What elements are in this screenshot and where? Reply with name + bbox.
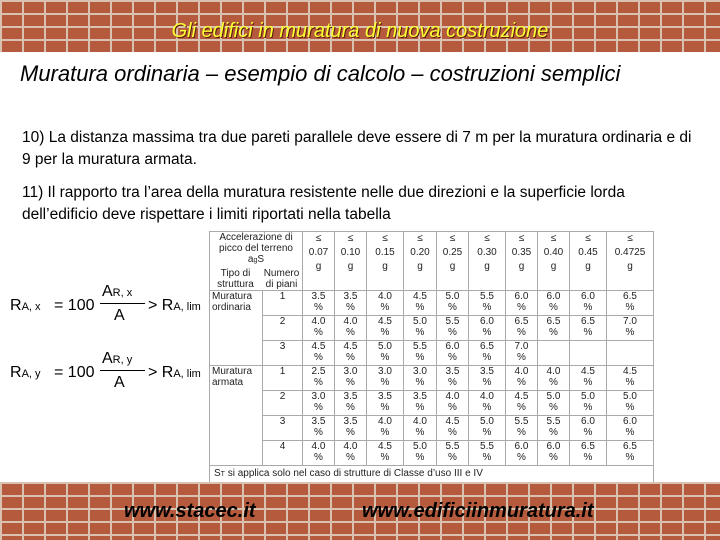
threshold-part: g [417,261,423,272]
table-note-row [210,466,654,484]
header-floors: Numero di piani [263,268,300,290]
percent-value: 6.0 [581,416,595,427]
percent-cell [437,416,469,441]
percent-sign: % [448,377,457,388]
percent-cell [303,341,335,366]
table-row [210,316,654,341]
percent-sign: % [583,452,593,463]
percent-value: 4.5 [623,366,637,377]
threshold-part: 0.45 [578,247,598,258]
threshold-part: ≤ [315,233,322,244]
percent-sign: % [625,452,635,463]
threshold-part: 0.40 [543,247,564,258]
percent-cell [570,291,607,316]
percent-value: 5.5 [480,291,494,302]
threshold-part: g [347,261,354,272]
threshold-part: 0.35 [511,247,532,258]
percent-value: 5.0 [413,316,427,327]
percent-value: 4.5 [581,366,595,377]
percent-value: 3.5 [343,291,358,302]
percent-cell [469,316,506,341]
percent-sign: % [346,352,355,363]
percent-cell [469,441,506,466]
percent-sign: % [415,402,425,413]
percent-sign: % [346,377,355,388]
floors-cell: 4 [263,441,303,466]
link-stacec[interactable]: www.stacec.it [124,500,256,522]
percent-sign: % [415,327,425,338]
percent-cell [607,341,654,366]
percent-cell [367,341,404,366]
percent-value: 5.5 [445,316,460,327]
percent-cell [570,391,607,416]
percent-value: 6.0 [445,341,460,352]
structure-type-cell: Muratura armata [210,366,263,466]
percent-sign: % [625,402,635,413]
percent-sign: % [380,352,390,363]
percent-cell [570,341,607,366]
formula-lhs: RA, y [10,364,41,381]
floors-cell: 3 [263,416,303,441]
percent-value: 6.0 [623,416,637,427]
table-row [210,416,654,441]
table-row [210,441,654,466]
formula-rax [10,283,205,333]
percent-value: 4.5 [378,441,392,452]
percent-cell [367,366,404,391]
percent-cell [335,291,367,316]
percent-cell [538,441,570,466]
percent-sign: % [583,402,593,413]
percent-sign: % [517,427,526,438]
floors-cell: 1 [263,366,303,391]
percent-cell [303,291,335,316]
percent-sign: % [549,427,558,438]
percent-value: 4.5 [445,416,460,427]
table-note [210,466,654,484]
formula-equals: = 100 [54,364,95,381]
percent-sign: % [346,427,355,438]
percent-value: 6.0 [546,441,561,452]
threshold-part: 0.25 [442,247,463,258]
formula-limit: > RA, lim [148,297,201,314]
formula-denominator: A [114,307,125,324]
percent-cell [506,291,538,316]
note-text: si applica solo nel caso di strutture di Classe d’uso III e IV [224,468,483,479]
percent-cell [335,341,367,366]
percent-cell [506,366,538,391]
percent-sign: % [482,377,492,388]
header-accel-sub: g [253,257,258,264]
note-prefix: S [214,468,221,479]
percent-value: 3.5 [445,366,460,377]
percent-cell [404,341,437,366]
percent-sign: % [549,302,558,313]
table-header-row [210,232,654,291]
percent-cell [506,316,538,341]
percent-value: 2.5 [311,366,326,377]
percent-sign: % [482,402,492,413]
threshold-part: 0.07 [308,247,329,258]
percent-sign: % [314,452,323,463]
threshold-part: g [518,261,525,272]
percent-value: 3.5 [343,391,358,402]
percent-cell [570,416,607,441]
percent-sign: % [625,427,635,438]
threshold-header [607,232,654,291]
formula-ray [10,350,205,400]
percent-value: 6.0 [480,316,494,327]
fraction-line [100,303,145,304]
header-accel-cell [210,232,303,291]
percent-value: 6.0 [581,291,595,302]
percent-cell [538,291,570,316]
percent-cell [335,416,367,441]
percent-cell [506,416,538,441]
percent-cell [404,416,437,441]
table-row [210,391,654,416]
paragraph-10: 10) La distanza massima tra due pareti parallele deve essere di 7 m per la muratura ordinaria e di 9 per la muratura armata. [22,129,692,168]
percent-value: 6.0 [514,441,529,452]
percent-value: 7.0 [623,316,637,327]
percent-sign: % [517,452,526,463]
percent-cell [303,416,335,441]
percent-cell [506,341,538,366]
threshold-part: ≤ [449,233,456,244]
percent-value: 3.5 [311,291,326,302]
threshold-part: ≤ [417,233,423,244]
percent-sign: % [583,377,593,388]
formula-lhs: RA, x [10,297,41,314]
percent-value: 5.5 [514,416,529,427]
percent-cell [367,316,404,341]
threshold-part: g [484,261,490,272]
percent-sign: % [482,302,492,313]
percent-value: 7.0 [514,341,529,352]
table-row [210,341,654,366]
fraction-line [100,370,145,371]
percent-cell [607,316,654,341]
percent-value: 5.0 [445,291,460,302]
percent-value: 3.0 [343,366,358,377]
percent-cell [437,441,469,466]
percent-value: 4.0 [514,366,529,377]
threshold-part: 0.4725 [614,247,646,258]
percent-value: 4.0 [311,441,326,452]
percent-cell [538,341,570,366]
percent-cell [570,316,607,341]
percent-cell [303,391,335,416]
percent-value: 3.5 [378,391,392,402]
percent-sign: % [583,327,593,338]
percent-cell [570,441,607,466]
percent-sign: % [448,302,457,313]
percent-sign: % [448,352,457,363]
percent-sign: % [625,327,635,338]
percent-cell [404,316,437,341]
threshold-header [335,232,367,291]
percent-cell [404,366,437,391]
percent-value: 3.0 [311,391,326,402]
percent-cell [335,391,367,416]
percent-cell [404,441,437,466]
percent-value: 4.5 [343,341,358,352]
percent-value: 6.5 [623,441,637,452]
percent-sign: % [346,327,355,338]
threshold-part: g [585,261,591,272]
percent-cell [607,391,654,416]
threshold-part: ≤ [550,233,557,244]
percent-sign: % [380,402,390,413]
percent-value: 6.5 [581,316,595,327]
percent-value: 5.5 [413,341,427,352]
percent-sign: % [415,302,425,313]
threshold-part: 0.30 [477,247,497,258]
percent-value: 3.5 [311,416,326,427]
percent-sign: % [517,327,526,338]
percent-sign: % [448,452,457,463]
percent-cell [367,441,404,466]
percent-value: 5.0 [413,441,427,452]
percent-sign: % [482,352,492,363]
percent-cell [538,366,570,391]
percent-cell [469,391,506,416]
percent-value: 3.0 [378,366,392,377]
threshold-part: 0.10 [340,247,361,258]
percent-value: 6.5 [581,441,595,452]
percent-sign: % [583,427,593,438]
header-type: Tipo di struttura [217,268,254,290]
percent-cell [607,416,654,441]
threshold-header [367,232,404,291]
threshold-part: g [382,261,388,272]
percent-cell [469,416,506,441]
percent-value: 4.0 [378,416,392,427]
threshold-part: ≤ [627,233,633,244]
threshold-part: ≤ [585,233,591,244]
threshold-part: 0.20 [410,247,430,258]
percent-value: 4.5 [378,316,392,327]
limits-table [209,231,654,484]
percent-cell [367,291,404,316]
percent-value: 3.5 [480,366,494,377]
percent-sign: % [380,377,390,388]
percent-value: 6.5 [546,316,561,327]
percent-value: 4.0 [480,391,494,402]
percent-value: 4.5 [311,341,326,352]
header-accel-s: S [257,254,265,265]
threshold-part: ≤ [347,233,354,244]
percent-sign: % [380,327,390,338]
percent-value: 5.0 [546,391,561,402]
percent-value: 4.0 [413,416,427,427]
percent-sign: % [517,377,526,388]
threshold-header [303,232,335,291]
percent-value: 5.0 [581,391,595,402]
formula-numerator: AR, x [102,283,133,300]
limits-table-grid [209,231,654,484]
percent-cell [303,316,335,341]
percent-cell [538,316,570,341]
percent-value: 5.0 [623,391,637,402]
percent-sign: % [625,377,635,388]
percent-sign: % [380,427,390,438]
percent-cell [437,366,469,391]
threshold-part: g [627,261,633,272]
formula-limit: > RA, lim [148,364,201,381]
percent-cell [538,391,570,416]
percent-value: 3.5 [343,416,358,427]
percent-value: 6.0 [546,291,561,302]
percent-cell [570,366,607,391]
percent-sign: % [482,327,492,338]
percent-cell [469,366,506,391]
percent-sign: % [482,452,492,463]
percent-value: 4.0 [343,441,358,452]
threshold-header [506,232,538,291]
structure-type-cell: Muratura ordinaria [210,291,263,366]
percent-value: 5.5 [445,441,460,452]
percent-sign: % [549,452,558,463]
floors-cell: 1 [263,291,303,316]
percent-cell [437,391,469,416]
percent-sign: % [448,327,457,338]
percent-sign: % [314,302,323,313]
paragraph-11: 11) Il rapporto tra l’area della muratura resistente nelle due direzioni e la superficie lorda dell’edificio deve rispettare i limiti riportati nella tabella [22,184,625,223]
percent-sign: % [549,377,558,388]
percent-sign: % [482,427,492,438]
percent-value: 4.0 [311,316,326,327]
percent-value: 6.5 [480,341,494,352]
percent-cell [437,316,469,341]
footer-links [0,500,720,530]
percent-value: 4.0 [445,391,460,402]
threshold-part: ≤ [518,233,525,244]
percent-cell [367,416,404,441]
percent-cell [469,341,506,366]
threshold-header [570,232,607,291]
percent-sign: % [415,427,425,438]
percent-cell [335,441,367,466]
percent-sign: % [625,302,635,313]
percent-sign: % [380,452,390,463]
percent-value: 4.5 [413,291,427,302]
percent-sign: % [314,402,323,413]
percent-sign: % [517,352,526,363]
threshold-part: g [315,261,322,272]
threshold-part: ≤ [382,233,388,244]
formula-equals: = 100 [54,297,95,314]
percent-sign: % [346,302,355,313]
percent-cell [335,366,367,391]
percent-sign: % [314,352,323,363]
percent-sign: % [549,327,558,338]
percent-cell [506,391,538,416]
threshold-part: g [449,261,456,272]
percent-sign: % [314,377,323,388]
percent-value: 4.5 [514,391,529,402]
percent-sign: % [346,402,355,413]
note-sub: T [220,471,225,478]
percent-cell [335,316,367,341]
percent-sign: % [380,302,390,313]
percent-cell [303,366,335,391]
percent-sign: % [517,402,526,413]
percent-value: 5.5 [480,441,494,452]
percent-cell [607,291,654,316]
threshold-part: 0.15 [375,247,395,258]
percent-sign: % [415,352,425,363]
link-edificiinmuratura[interactable]: www.edificiinmuratura.it [362,500,594,522]
threshold-part: ≤ [484,233,490,244]
percent-cell [437,341,469,366]
percent-value: 6.5 [623,291,637,302]
threshold-header [404,232,437,291]
percent-sign: % [346,452,355,463]
header-accel-label: Accelerazione di picco del terreno a [219,232,293,265]
percent-sign: % [448,402,457,413]
percent-value: 5.5 [546,416,561,427]
threshold-part: g [550,261,557,272]
percent-sign: % [415,377,425,388]
percent-value: 5.0 [480,416,494,427]
table-row [210,291,654,316]
floors-cell: 2 [263,316,303,341]
formula-numerator: AR, y [102,350,133,367]
percent-value: 3.5 [413,391,427,402]
percent-cell [404,291,437,316]
percent-value: 4.0 [378,291,392,302]
percent-value: 6.5 [514,316,529,327]
percent-value: 6.0 [514,291,529,302]
header-title: Gli edifici in muratura di nuova costruzione [171,20,549,42]
table-row [210,366,654,391]
threshold-header [538,232,570,291]
percent-cell [607,441,654,466]
slide-title: Muratura ordinaria – esempio di calcolo – costruzioni semplici [20,61,621,86]
threshold-header [437,232,469,291]
formula-denominator: A [114,374,125,391]
percent-sign: % [415,452,425,463]
percent-cell [404,391,437,416]
percent-cell [538,416,570,441]
percent-value: 3.0 [413,366,427,377]
percent-sign: % [549,402,558,413]
floors-cell: 2 [263,391,303,416]
percent-cell [437,291,469,316]
floors-cell: 3 [263,341,303,366]
percent-value: 4.0 [546,366,561,377]
percent-cell [607,366,654,391]
percent-cell [469,291,506,316]
header-subrow [210,268,302,290]
threshold-header [469,232,506,291]
percent-sign: % [448,427,457,438]
percent-cell [303,441,335,466]
percent-cell [367,391,404,416]
percent-sign: % [314,327,323,338]
percent-sign: % [314,427,323,438]
percent-sign: % [583,302,593,313]
percent-cell [506,441,538,466]
percent-sign: % [517,302,526,313]
percent-value: 4.0 [343,316,358,327]
percent-value: 5.0 [378,341,392,352]
